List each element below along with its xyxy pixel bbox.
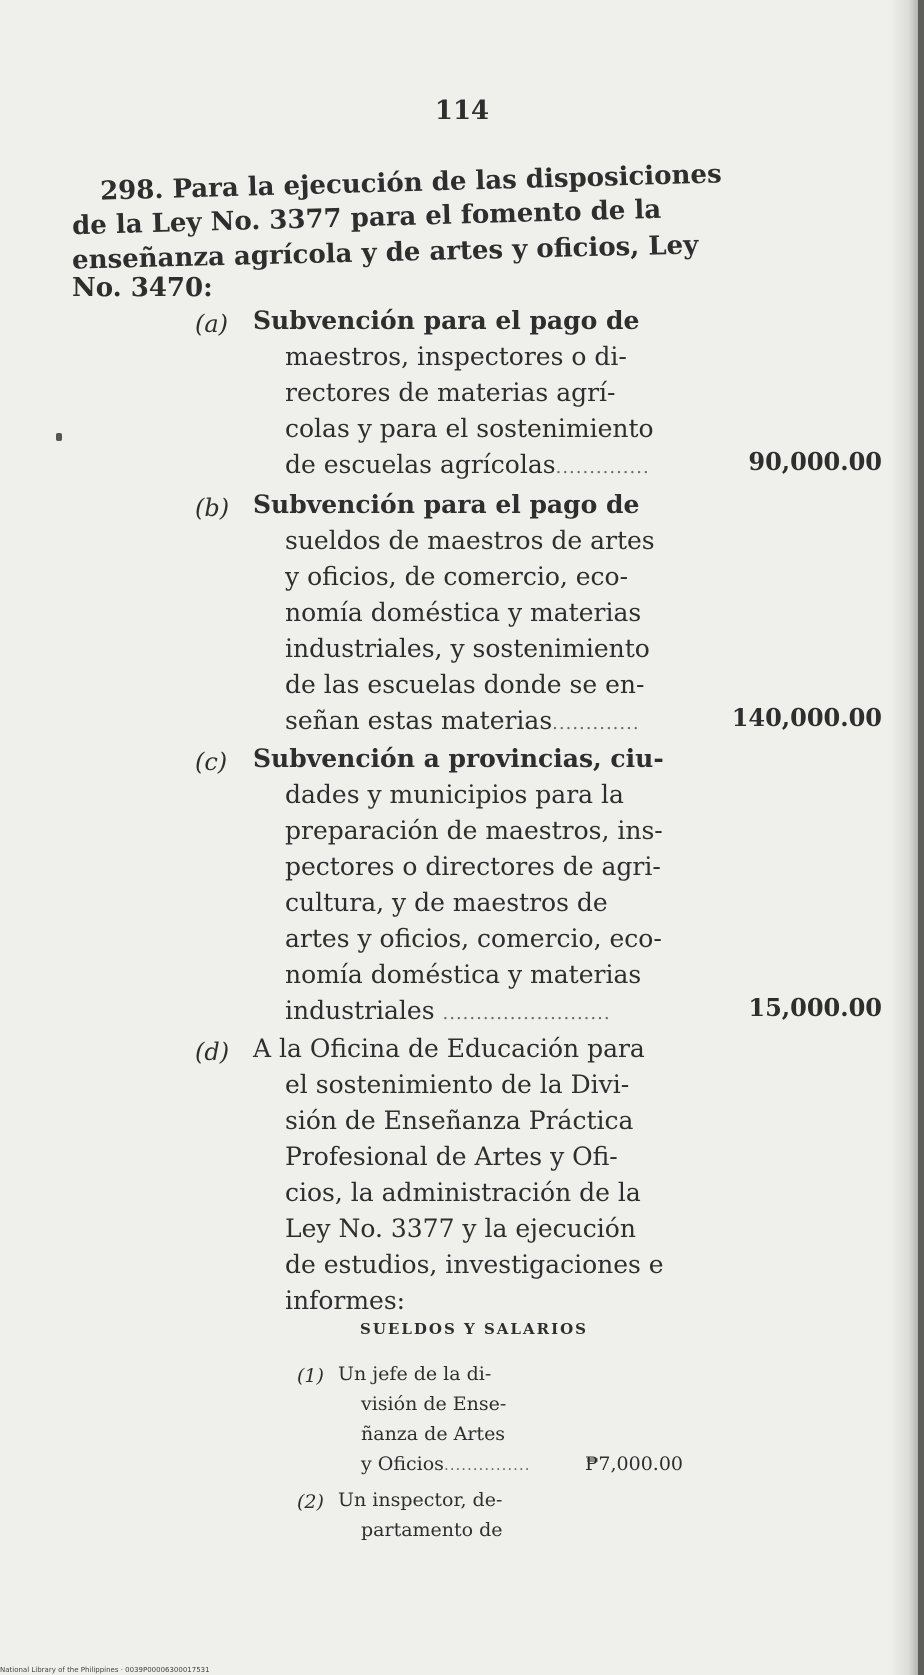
item-label-a: (a) [195, 310, 229, 338]
heading-line: No. 3470: [72, 273, 213, 303]
item-a-amount: 90,000.00 [748, 447, 882, 476]
leader-dots: ............. [552, 713, 640, 734]
subitem-1-line: visión de Ense- [361, 1393, 507, 1415]
subitem-1-line: Un jefe de la di- [338, 1363, 492, 1385]
item-a-line: Subvención para el pago de [253, 306, 640, 335]
item-c-line: dades y municipios para la [285, 780, 624, 809]
subitem-2-line: Un inspector, de- [338, 1489, 503, 1511]
heading-line: enseñanza agrícola y de artes y oficios, Ley [71, 230, 699, 276]
item-a-line: colas y para el sostenimiento [285, 414, 654, 443]
item-d-line: Profesional de Artes y Ofi- [285, 1142, 618, 1171]
item-d-line: de estudios, investigaciones e [285, 1250, 664, 1279]
item-label-d: (d) [195, 1038, 230, 1066]
page-number: 114 [434, 96, 490, 126]
item-d-line: el sostenimiento de la Divi- [285, 1070, 630, 1099]
leader-dots: .............. [555, 457, 650, 478]
item-label-c: (c) [195, 748, 228, 776]
item-d-line: sión de Enseñanza Práctica [285, 1106, 634, 1135]
item-b-line: de las escuelas donde se en- [285, 670, 645, 699]
item-c-line-text: industriales [285, 996, 435, 1025]
item-c-line: pectores o directores de agri- [285, 852, 661, 881]
scan-footer: National Library of the Philippines · 0039P00006300017531 [0, 1666, 210, 1674]
subitem-1-amount: ₱7,000.00 [585, 1453, 684, 1475]
subitem-label-2: (2) [297, 1491, 324, 1513]
item-a-line-text: de escuelas agrícolas [285, 450, 556, 479]
page-edge [918, 0, 924, 1675]
subitem-1-line [361, 1453, 530, 1475]
subitem-1-line-text: y Oficios [361, 1453, 444, 1475]
subheading: SUELDOS Y SALARIOS [360, 1320, 588, 1338]
item-c-line [285, 996, 611, 1025]
item-label-b: (b) [195, 494, 230, 522]
item-a-line: rectores de materias agrí- [285, 378, 616, 407]
item-b-line [285, 706, 640, 735]
subitem-label-1: (1) [297, 1365, 324, 1387]
leader-dots: ............... [443, 1456, 531, 1474]
item-c-line: preparación de maestros, ins- [285, 816, 663, 845]
item-b-amount: 140,000.00 [731, 703, 882, 732]
item-b-line: Subvención para el pago de [253, 490, 640, 519]
item-c-line: artes y oficios, comercio, eco- [285, 924, 662, 953]
item-c-amount: 15,000.00 [748, 993, 882, 1022]
item-a-line [285, 450, 650, 479]
item-d-line: informes: [285, 1286, 406, 1315]
item-b-line: y oficios, de comercio, eco- [285, 562, 629, 591]
item-b-line: industriales, y sostenimiento [285, 634, 650, 663]
item-c-line: cultura, y de maestros de [285, 888, 608, 917]
item-b-line: nomía doméstica y materias [285, 598, 642, 627]
item-d-line: cios, la administración de la [285, 1178, 641, 1207]
subitem-2-line: partamento de [361, 1519, 503, 1541]
item-b-line-text: señan estas materias [285, 706, 553, 735]
ink-speck [56, 433, 62, 441]
item-b-line: sueldos de maestros de artes [285, 526, 655, 555]
heading-line: de la Ley No. 3377 para el fomento de la [71, 194, 662, 242]
leader-dots: ......................... [442, 1003, 611, 1024]
item-c-line: nomía doméstica y materias [285, 960, 642, 989]
subitem-1-line: ñanza de Artes [361, 1423, 506, 1445]
item-c-line: Subvención a provincias, ciu- [253, 744, 664, 773]
item-d-line: A la Oficina de Educación para [253, 1034, 645, 1063]
item-d-line: Ley No. 3377 y la ejecución [285, 1214, 636, 1243]
heading-line: 298. Para la ejecución de las disposiciones [99, 159, 723, 207]
item-a-line: maestros, inspectores o di- [285, 342, 627, 371]
